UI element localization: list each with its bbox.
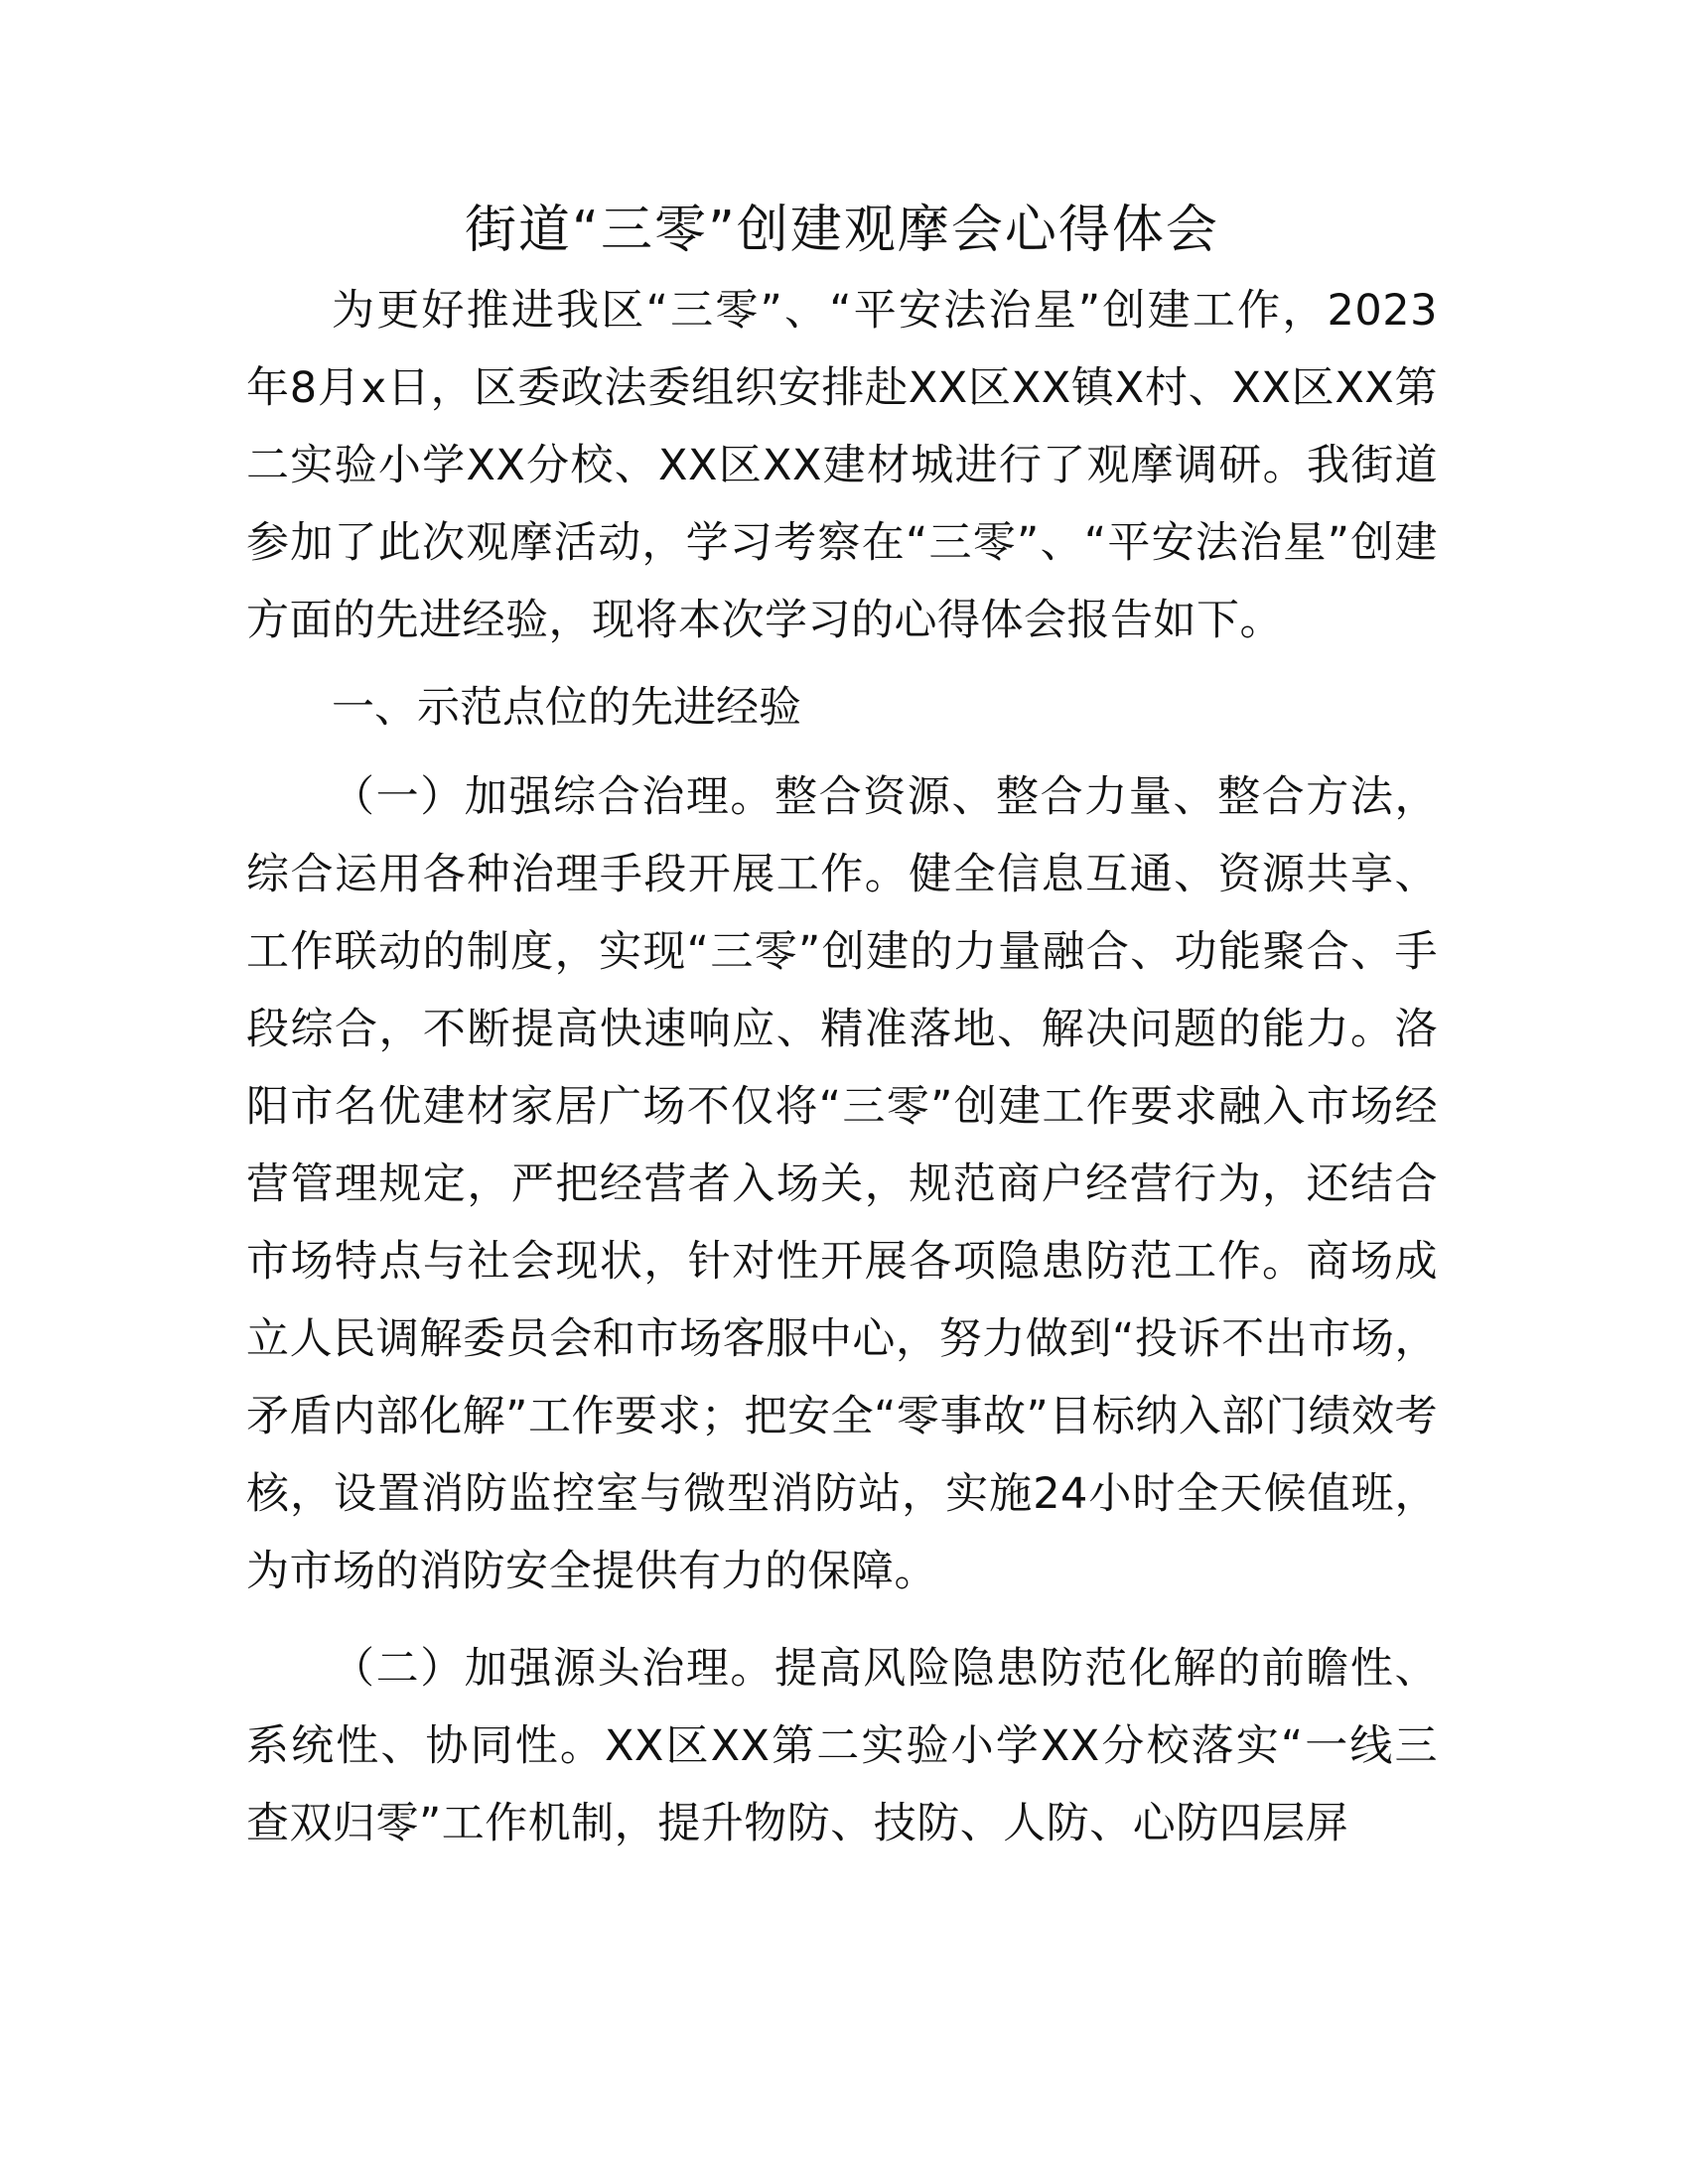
section-heading-1: 一、示范点位的先进经验 <box>332 683 801 733</box>
section-1-paragraph-1: （一）加强综合治理。整合资源、整合力量、整合方法，综合运用各种治理手段开展工作。健全信息互通、资源共享、工作联动的制度，实现“三零”创建的力量融合、功能聚合、手段综合，不断提高快速响应、精准落地、解决问题的能力。洛阳市名优建材家居广场不仅将“三零”创建工作要求融入市场经营管理规定，严把经营者入场关，规范商户经营行为，还结合市场特点与社会现状，针对性开展各项隐患防范工作。商场成立人民调解委员会和市场客服中心，努力做到“投诉不出市场，矛盾内部化解”工作要求；把安全“零事故”目标纳入部门绩效考核，设置消防监控室与微型消防站，实施24小时全天候值班，为市场的消防安全提供有力的保障。 <box>246 772 1438 1596</box>
document-title: 街道“三零”创建观摩会心得体会 <box>465 201 1219 260</box>
intro-paragraph: 为更好推进我区“三零”、“平安法治星”创建工作，2023年8月x日，区委政法委组织安排赴XX区XX镇X村、XX区XX第二实验小学XX分校、XX区XX建材城进行了观摩调研。我街道参加了此次观摩活动，学习考察在“三零”、“平安法治星”创建方面的先进经验，现将本次学习的心得体会报告如下。 <box>246 286 1438 645</box>
document-page <box>246 197 1438 1862</box>
section-1-paragraph-2: （二）加强源头治理。提高风险隐患防范化解的前瞻性、系统性、协同性。XX区XX第二实验小学XX分校落实“一线三查双归零”工作机制，提升物防、技防、人防、心防四层屏 <box>246 1644 1438 1848</box>
